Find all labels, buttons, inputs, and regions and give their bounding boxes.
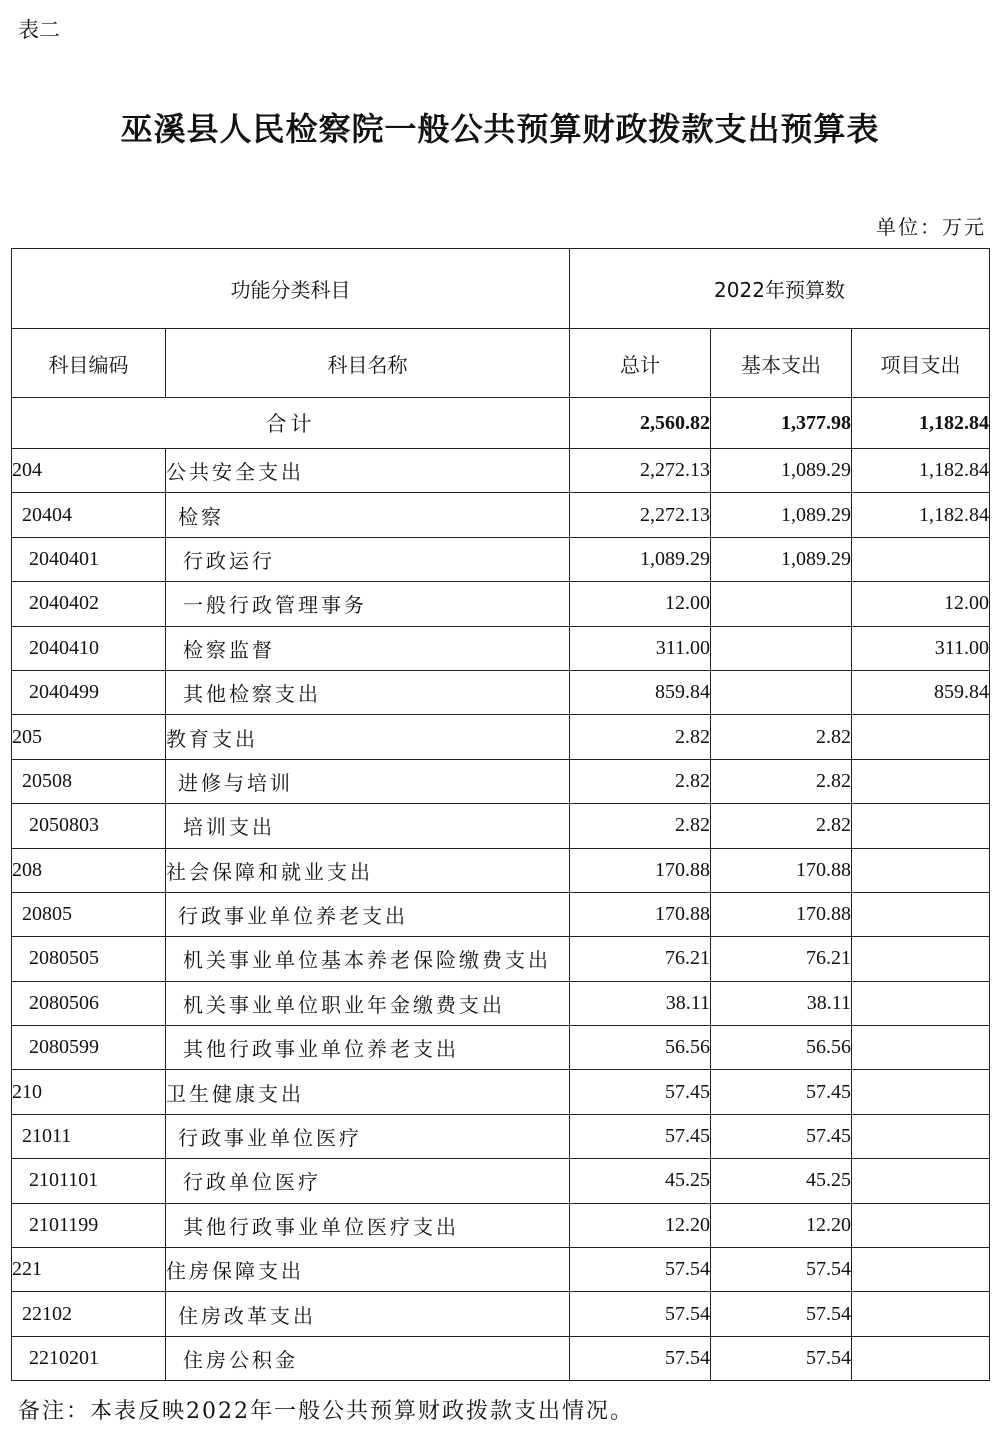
row-basic: 2.82 — [711, 804, 852, 848]
row-project: 311.00 — [852, 626, 990, 670]
row-project — [852, 759, 990, 803]
row-name: 其他行政事业单位养老支出 — [166, 1026, 570, 1070]
page-title: 巫溪县人民检察院一般公共预算财政拨款支出预算表 — [120, 110, 880, 148]
row-project — [852, 1159, 990, 1203]
row-project — [852, 715, 990, 759]
row-project — [852, 537, 990, 581]
row-code: 205 — [12, 715, 166, 759]
footnote: 备注：本表反映2022年一般公共预算财政拨款支出情况。 — [18, 1399, 634, 1424]
header-basic-expenditure: 基本支出 — [711, 329, 852, 398]
row-basic — [711, 670, 852, 714]
row-total: 2.82 — [570, 804, 711, 848]
row-total: 12.00 — [570, 582, 711, 626]
row-total: 2.82 — [570, 715, 711, 759]
header-row-columns — [12, 329, 990, 398]
row-project — [852, 804, 990, 848]
row-total: 57.54 — [570, 1292, 711, 1336]
row-total: 57.54 — [570, 1248, 711, 1292]
row-name: 卫生健康支出 — [166, 1070, 570, 1114]
row-project: 1,182.84 — [852, 493, 990, 537]
row-basic: 12.20 — [711, 1203, 852, 1247]
table-row — [12, 493, 990, 537]
table-row — [12, 1026, 990, 1070]
table-row — [12, 582, 990, 626]
row-name: 行政事业单位医疗 — [166, 1114, 570, 1158]
row-basic: 57.45 — [711, 1114, 852, 1158]
row-name: 机关事业单位基本养老保险缴费支出 — [166, 937, 570, 981]
row-project: 12.00 — [852, 582, 990, 626]
table-row — [12, 1248, 990, 1292]
row-code: 2040402 — [12, 582, 166, 626]
row-name: 公共安全支出 — [166, 449, 570, 493]
row-project — [852, 1070, 990, 1114]
row-project: 1,182.84 — [852, 449, 990, 493]
row-total: 57.54 — [570, 1336, 711, 1380]
row-name: 其他检察支出 — [166, 670, 570, 714]
row-project — [852, 1203, 990, 1247]
row-basic: 1,089.29 — [711, 537, 852, 581]
row-basic: 57.54 — [711, 1248, 852, 1292]
header-budget-2022: 2022年预算数 — [570, 249, 990, 329]
table-row — [12, 759, 990, 803]
row-code: 20805 — [12, 892, 166, 936]
row-code: 2080505 — [12, 937, 166, 981]
table-row — [12, 1159, 990, 1203]
row-total: 311.00 — [570, 626, 711, 670]
total-basic: 1,377.98 — [711, 398, 852, 449]
row-basic: 1,089.29 — [711, 449, 852, 493]
row-project — [852, 1026, 990, 1070]
table-row — [12, 848, 990, 892]
row-name: 检察监督 — [166, 626, 570, 670]
row-code: 221 — [12, 1248, 166, 1292]
row-total: 38.11 — [570, 981, 711, 1025]
row-name: 培训支出 — [166, 804, 570, 848]
table-row — [12, 626, 990, 670]
header-functional-classification: 功能分类科目 — [12, 249, 570, 329]
header-row-group — [12, 249, 990, 329]
table-row — [12, 1292, 990, 1336]
unit-label: 单位：万元 — [876, 215, 986, 239]
row-code: 2040401 — [12, 537, 166, 581]
budget-table — [11, 248, 990, 1381]
row-basic: 38.11 — [711, 981, 852, 1025]
row-code: 204 — [12, 449, 166, 493]
row-code: 21011 — [12, 1114, 166, 1158]
row-name: 进修与培训 — [166, 759, 570, 803]
row-name: 住房保障支出 — [166, 1248, 570, 1292]
row-basic: 170.88 — [711, 848, 852, 892]
row-code: 2080506 — [12, 981, 166, 1025]
row-name: 社会保障和就业支出 — [166, 848, 570, 892]
header-subject-name: 科目名称 — [166, 329, 570, 398]
row-code: 2101101 — [12, 1159, 166, 1203]
table-row — [12, 1203, 990, 1247]
table-row — [12, 981, 990, 1025]
row-basic: 45.25 — [711, 1159, 852, 1203]
row-name: 住房改革支出 — [166, 1292, 570, 1336]
row-code: 20508 — [12, 759, 166, 803]
row-project — [852, 981, 990, 1025]
row-total: 2,272.13 — [570, 493, 711, 537]
row-code: 2101199 — [12, 1203, 166, 1247]
header-subject-code: 科目编码 — [12, 329, 166, 398]
row-code: 2050803 — [12, 804, 166, 848]
row-total: 170.88 — [570, 892, 711, 936]
row-basic: 170.88 — [711, 892, 852, 936]
row-project: 859.84 — [852, 670, 990, 714]
row-basic: 57.45 — [711, 1070, 852, 1114]
row-project — [852, 1248, 990, 1292]
total-label: 合计 — [12, 398, 570, 449]
row-code: 210 — [12, 1070, 166, 1114]
table-row — [12, 537, 990, 581]
row-project — [852, 937, 990, 981]
row-code: 2040499 — [12, 670, 166, 714]
row-project — [852, 892, 990, 936]
row-name: 行政事业单位养老支出 — [166, 892, 570, 936]
row-name: 检察 — [166, 493, 570, 537]
table-number-tag: 表二 — [18, 18, 60, 42]
row-basic: 56.56 — [711, 1026, 852, 1070]
total-sum: 2,560.82 — [570, 398, 711, 449]
row-total: 57.45 — [570, 1070, 711, 1114]
row-total: 170.88 — [570, 848, 711, 892]
row-basic: 76.21 — [711, 937, 852, 981]
row-total: 76.21 — [570, 937, 711, 981]
row-project — [852, 1114, 990, 1158]
row-basic: 57.54 — [711, 1292, 852, 1336]
row-basic: 57.54 — [711, 1336, 852, 1380]
row-basic: 1,089.29 — [711, 493, 852, 537]
row-name: 一般行政管理事务 — [166, 582, 570, 626]
row-project — [852, 848, 990, 892]
table-row — [12, 804, 990, 848]
row-name: 机关事业单位职业年金缴费支出 — [166, 981, 570, 1025]
row-project — [852, 1292, 990, 1336]
row-project — [852, 1336, 990, 1380]
row-basic — [711, 626, 852, 670]
header-project-expenditure: 项目支出 — [852, 329, 990, 398]
row-code: 208 — [12, 848, 166, 892]
row-basic: 2.82 — [711, 715, 852, 759]
row-total: 2.82 — [570, 759, 711, 803]
row-total: 1,089.29 — [570, 537, 711, 581]
table-row — [12, 1114, 990, 1158]
table-row — [12, 1336, 990, 1380]
row-total: 859.84 — [570, 670, 711, 714]
table-row — [12, 715, 990, 759]
table-row — [12, 449, 990, 493]
row-name: 教育支出 — [166, 715, 570, 759]
row-code: 20404 — [12, 493, 166, 537]
row-basic: 2.82 — [711, 759, 852, 803]
table-row — [12, 1070, 990, 1114]
table-row — [12, 670, 990, 714]
header-total: 总计 — [570, 329, 711, 398]
total-row — [12, 398, 990, 449]
table-row — [12, 892, 990, 936]
row-total: 57.45 — [570, 1114, 711, 1158]
row-total: 12.20 — [570, 1203, 711, 1247]
row-total: 56.56 — [570, 1026, 711, 1070]
budget-table-body — [12, 249, 990, 1381]
row-name: 住房公积金 — [166, 1336, 570, 1380]
row-basic — [711, 582, 852, 626]
row-name: 行政单位医疗 — [166, 1159, 570, 1203]
total-project: 1,182.84 — [852, 398, 990, 449]
row-total: 2,272.13 — [570, 449, 711, 493]
row-code: 2040410 — [12, 626, 166, 670]
table-row — [12, 937, 990, 981]
row-code: 2080599 — [12, 1026, 166, 1070]
row-total: 45.25 — [570, 1159, 711, 1203]
row-name: 行政运行 — [166, 537, 570, 581]
row-code: 22102 — [12, 1292, 166, 1336]
row-code: 2210201 — [12, 1336, 166, 1380]
row-name: 其他行政事业单位医疗支出 — [166, 1203, 570, 1247]
